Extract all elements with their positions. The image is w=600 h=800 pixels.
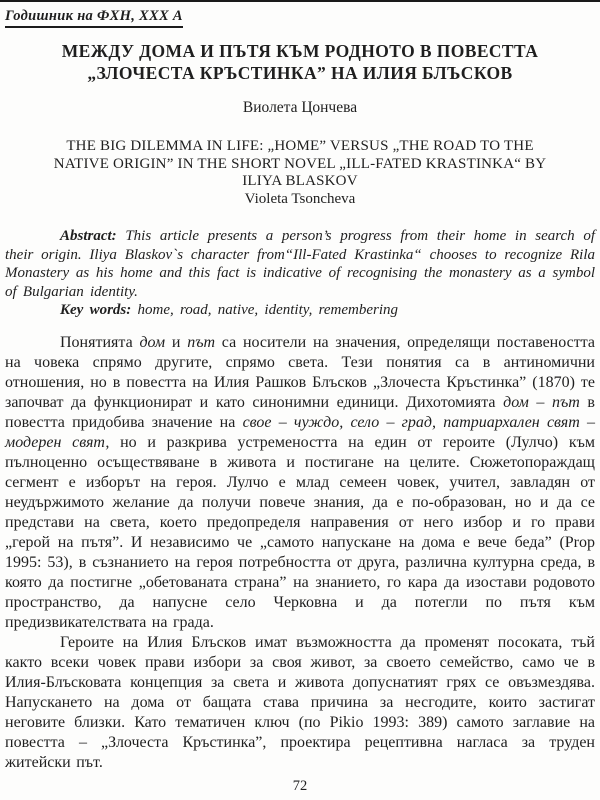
body-paragraph-2: Героите на Илия Блъсков имат възможността да променят посоката, тъй както всеки човек прави избори за своя живот, за своето семейство, само че в Илия-Блъсковата концепция за света и живота допуснатият грях се овъзмездява. Напускането на дома от бащата става причина за несгодите, които застигат неговите близки. Като тематичен ключ (по Pikio 1993: 389) самото заглавие на повестта – „Злочеста Кръстинка”, проектира рецептивна нагласа за труден житейски път. [5,633,595,771]
page-number: 72 [292,778,308,794]
abstract-section [5,227,595,320]
abstract-text: Abstract: This article presents a person’s progress from their home in search of their origin. Iliya Blaskov`s character from“Ill-Fated Krastinka“ chooses to recognize Rila Monastery as his home and this fact is indicative of recognising the monastery as a symbol of Bulgarian identity. [5,228,595,300]
title-en-line3: ILIYA BLASKOV [242,173,358,189]
journal-header: Годишник на ФХН, XXX А [5,8,183,28]
article-title-english [5,138,595,191]
author-name-bulgarian: Виолета Цончева [242,99,358,116]
title-bg-line2: „ЗЛОЧЕСТА КРЪСТИНКА” НА ИЛИЯ БЛЪСКОВ [87,62,513,83]
keywords-text: Key words: home, road, native, identity, remembering [60,302,399,318]
author-name-english: Violeta Tsoncheva [244,190,356,207]
article-body [5,333,595,773]
title-en-line1: THE BIG DILEMMA IN LIFE: „HOME” VERSUS „THE ROAD TO THE [66,138,534,154]
article-title-bulgarian [5,41,595,84]
title-en-line2: NATIVE ORIGIN” IN THE SHORT NOVEL „ILL-FATED KRASTINKA“ BY [53,155,547,172]
body-paragraph-1: Понятията дом и път са носители на значения, определящи поставеността на човека спрямо другите, спрямо света. Тези понятия са в антиномични отношения, но в повестта на Илия Рашков Блъсков „Злочеста Кръстинка” (1870) те започват да функционират и като синонимни единици. Дихотомията дом – път в повестта придобива значение на свое – чуждо, село – град, патриархален свят – модерен свят, но и разкрива устремеността на един от героите (Лулчо) към пълноценно осъществяване в живота и постигане на целите. Сюжетопораждащ сегмент е изборът на героя. Лулчо е млад семеен човек, учител, завладян от неудържимото желание да получи повече знания, да е по-образован, но и да се представи на света, което предопределя направения от него избор и го прави „герой на пътя”. И независимо че „самото напускане на дома е вече беда” (Prop 1995: 53), в съзнанието на героя потребността от друга, различна културна среда, в която да постигне „обетованата страна” на знанието, го кара да изостави родовото пространство, да напусне село Черковна и да потегли по пътя към предизвикателствата на града. [5,333,596,631]
title-bg-line1: МЕЖДУ ДОМА И ПЪТЯ КЪМ РОДНОТО В ПОВЕСТТА [61,41,539,61]
